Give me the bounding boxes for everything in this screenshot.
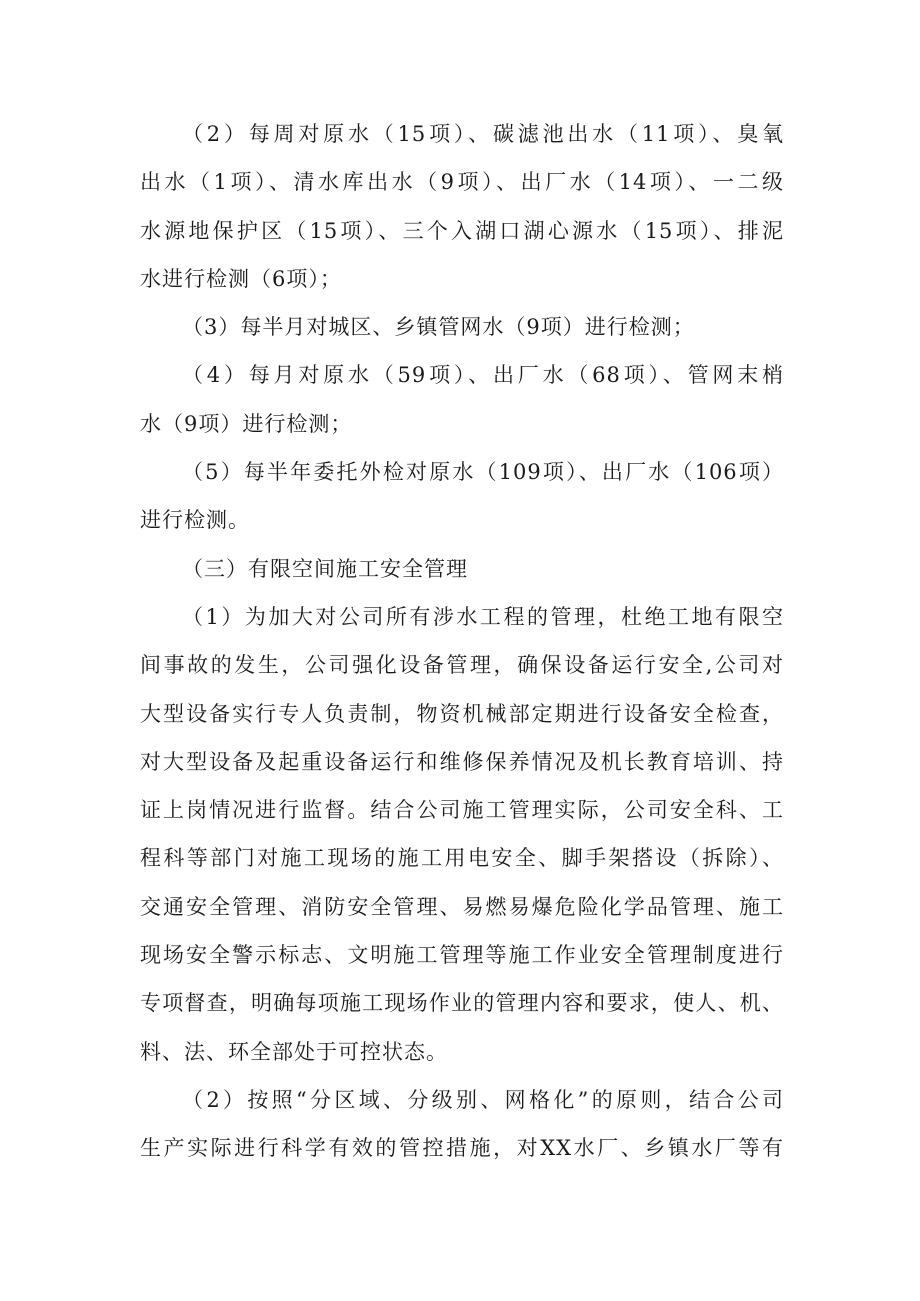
text-line: 出水（1项）、清水库出水（9项）、出厂水（14项）、一二级 (140, 170, 784, 195)
text-line: 间事故的发生，公司强化设备管理，确保设备运行安全,公司对 (140, 653, 784, 678)
text-line: （2）每周对原水（15项）、碳滤池出水（11项）、臭氧 (182, 122, 784, 146)
section-heading: （三）有限空间施工安全管理 (182, 556, 468, 581)
text-line: （4）每月对原水（59项）、出厂水（68项）、管网末梢 (182, 363, 784, 388)
text-line: 水（9项）进行检测； (140, 411, 353, 436)
text-line: （5）每半年委托外检对原水（109项）、出厂水（106项） (182, 460, 784, 485)
text-line: （2）按照“分区域、分级别、网格化”的原则，结合公司 (182, 1087, 784, 1112)
paragraph-item-2-weekly (140, 110, 784, 303)
paragraph-item-3-semimonthly (140, 303, 784, 351)
paragraph-item-4-monthly (140, 351, 784, 448)
text-line: 进行检测。 (140, 508, 250, 533)
text-line: 交通安全管理、消防安全管理、易燃易爆危险化学品管理、施工 (140, 894, 784, 919)
text-line: （3）每半月对城区、乡镇管网水（9项）进行检测； (182, 315, 695, 340)
paragraph-section-3-item-2 (140, 1076, 784, 1173)
text-line: （1）为加大对公司所有涉水工程的管理，杜绝工地有限空 (182, 604, 784, 629)
text-line: 水源地保护区（15项）、三个入湖口湖心源水（15项）、排泥 (140, 218, 784, 243)
text-line: 水进行检测（6项）； (140, 266, 342, 291)
paragraph-item-5-halfyear (140, 448, 784, 545)
text-line: 生产实际进行科学有效的管控措施，对XX水厂、乡镇水厂等有 (140, 1136, 784, 1161)
text-line: 程科等部门对施工现场的施工用电安全、脚手架搭设（拆除）、 (140, 846, 784, 871)
document-body (140, 110, 784, 1173)
text-line: 料、法、环全部处于可控状态。 (140, 1039, 448, 1064)
text-line: 大型设备实行专人负责制，物资机械部定期进行设备安全检查， (140, 701, 784, 726)
text-line: 专项督查，明确每项施工现场作业的管理内容和要求，使人、机、 (140, 991, 784, 1016)
text-line: 对大型设备及起重设备运行和维修保养情况及机长教育培训、持 (140, 749, 784, 774)
text-line: 证上岗情况进行监督。结合公司施工管理实际，公司安全科、工 (140, 798, 784, 823)
paragraph-section-3-item-1 (140, 593, 784, 1076)
text-line: 现场安全警示标志、文明施工管理等施工作业安全管理制度进行 (140, 943, 784, 968)
